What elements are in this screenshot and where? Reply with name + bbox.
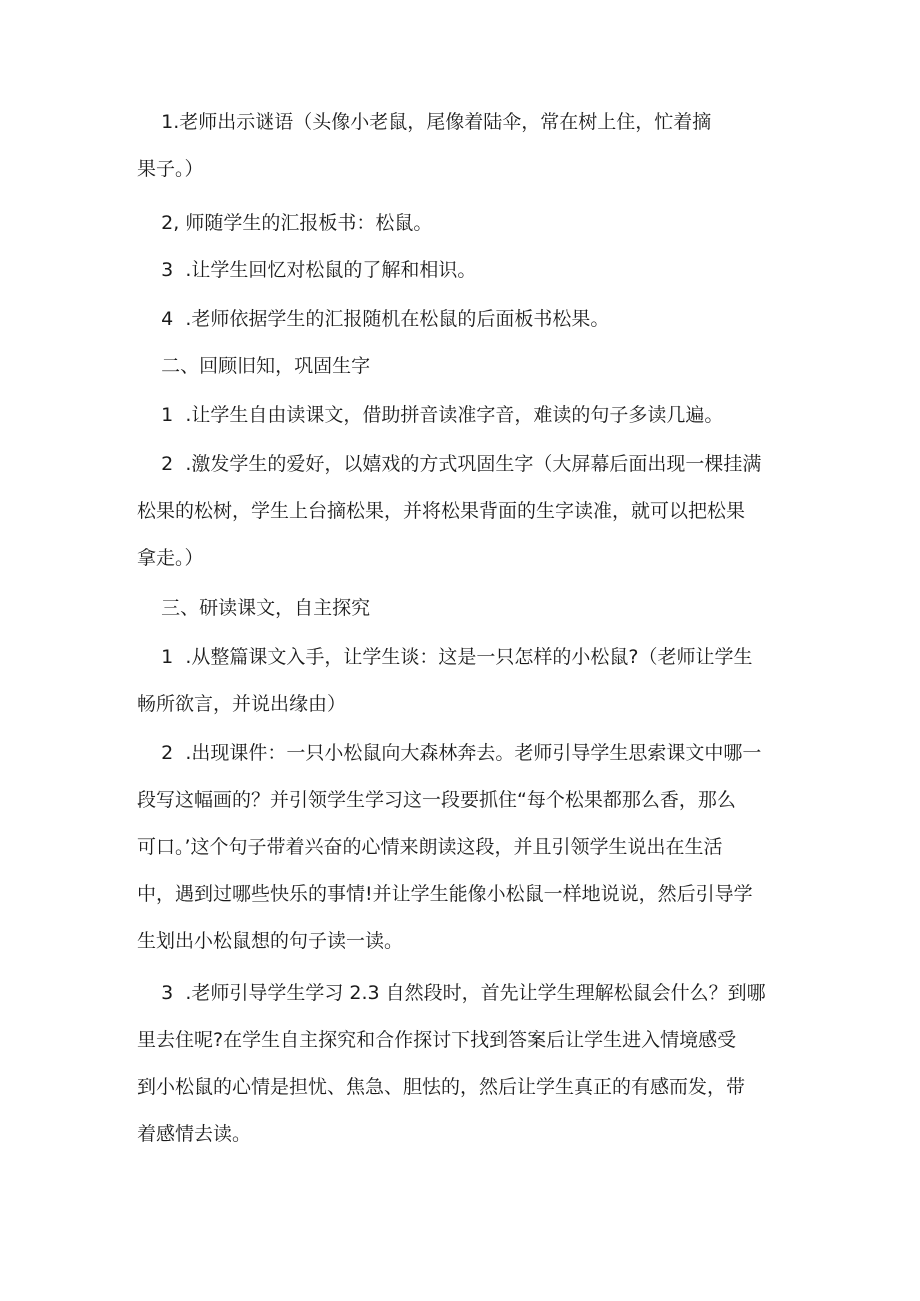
paragraph-review-2: 2 .激发学生的爱好，以嬉戏的方式巩固生字（大屏幕后面出现一棵挂满 松果的松树，学生上台摘松果，并将松果背面的生字读准，就可以把松果 拿走。） [137,453,762,569]
paragraph-step-3: 3 .让学生回忆对松鼠的了解和相识。 [137,259,477,281]
paragraph-study-1: 1 .从整篇课文入手，让学生谈：这是一只怎样的小松鼠?（老师让学生 畅所欲言，并说出缘由） [137,646,753,715]
paragraph-riddle: 1.老师出示谜语（头像小老鼠，尾像着陆伞，常在树上住，忙着摘 果子。） [137,111,712,180]
section-heading-study: 三、研读课文，自主探究 [137,597,371,619]
section-heading-review: 二、回顾旧知，巩固生字 [137,355,371,377]
paragraph-study-3: 3 .老师引导学生学习 2.3 自然段时，首先让学生理解松鼠会什么？到哪 里去住呢?在学生自主探究和合作探讨下找到答案后让学生进入情境感受 到小松鼠的心情是担忧、焦急、胆怯的，然后让学生真正的有感而发，带 着感情去读。 [137,982,766,1145]
paragraph-step-4: 4 .老师依据学生的汇报随机在松鼠的后面板书松果。 [137,308,610,330]
paragraph-study-2: 2 .出现课件：一只小松鼠向大森林奔去。老师引导学生思索课文中哪一 段写这幅画的？并引领学生学习这一段要抓住“每个松果都那么香，那么 可口。’这个句子带着兴奋的心情来朗读这段，并且引领学生说出在生活 中，遇到过哪些快乐的事情!并让学生能像小松鼠一样地说说，然后引导学 生划出小松鼠想的句子读一读。 [137,742,762,952]
paragraph-step-2: 2, 师随学生的汇报板书：松鼠。 [137,212,433,234]
paragraph-review-1: 1 .让学生自由读课文，借助拼音读准字音，难读的句子多读几遍。 [137,404,724,426]
